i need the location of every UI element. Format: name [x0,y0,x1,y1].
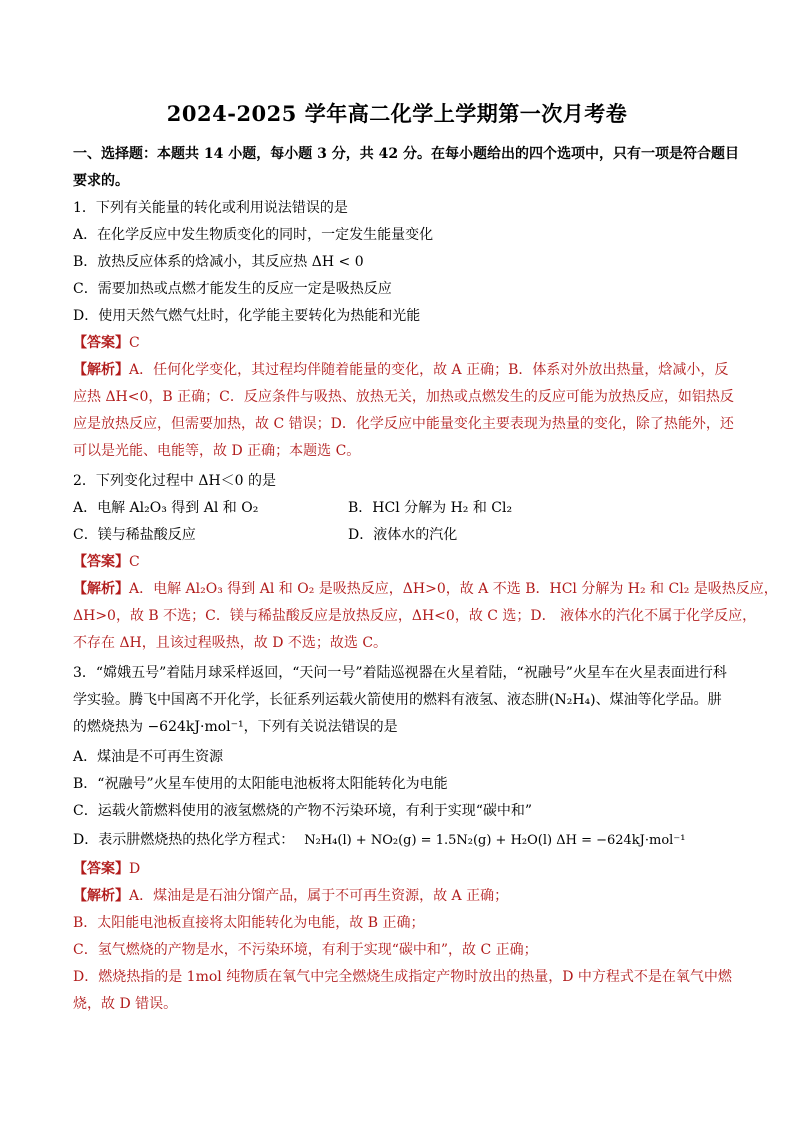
answer-tag: 【答案】 [73,335,129,351]
q3-option-b: B．“祝融号”火星车使用的太阳能电池板将太阳能转化为电能 [73,776,448,792]
q3-option-c: C．运载火箭燃料使用的液氢燃烧的产物不污染环境，有利于实现“碳中和” [73,803,533,819]
q2-stem: 2．下列变化过程中 ΔH＜0 的是 [73,473,277,489]
q2-answer [73,553,140,571]
section-header-line2: 要求的。 [73,173,129,189]
analysis-text: A．任何化学变化，其过程均伴随着能量的变化，故 A 正确；B．体系对外放出热量，焓减小，反 [129,362,729,378]
q3-stem-line3: 的燃烧热为 −624kJ·mol⁻¹，下列有关说法错误的是 [73,719,398,735]
q2-option-d: D．液体水的汽化 [348,527,458,543]
q1-option-a: A．在化学反应中发生物质变化的同时，一定发生能量变化 [73,227,434,243]
analysis-text: A．电解 Al₂O₃ 得到 Al 和 O₂ 是吸热反应，ΔH>0，故 A 不选 B．HCl 分解为 H₂ 和 Cl₂ 是吸热反应， [129,581,778,597]
q3-analysis-line1 [73,887,508,905]
q3-analysis-line3: C．氢气燃烧的产物是水，不污染环境，有利于实现“碳中和”，故 C 正确； [73,942,538,958]
q1-option-d: D．使用天然气燃气灶时，化学能主要转化为热能和光能 [73,308,421,324]
analysis-tag: 【解析】 [73,362,129,378]
answer-tag: 【答案】 [73,554,129,570]
q2-analysis-line3: 不存在 ΔH，且该过程吸热，故 D 不选；故选 C。 [73,635,388,651]
q1-analysis-line1 [73,361,728,379]
q1-option-b: B．放热反应体系的焓减小，其反应热 ΔH < 0 [73,254,364,270]
q3-answer [73,860,140,878]
page-title: 2024-2025 学年高二化学上学期第一次月考卷 [166,101,628,126]
q2-analysis-line2: ΔH>0，故 B 不选；C．镁与稀盐酸反应是放热反应，ΔH<0，故 C 选；D． 液体水的汽化不属于化学反应， [73,608,757,624]
thermochemical-equation: N₂H₄(l) + NO₂(g) = 1.5N₂(g) + H₂O(l) ΔH = −624kJ·mol⁻¹ [304,833,686,848]
q1-analysis-line2: 应热 ΔH<0，B 正确；C．反应条件与吸热、放热无关，加热或点燃发生的反应可能为放热反应，如铝热反 [73,389,734,405]
q2-option-a: A．电解 Al₂O₃ 得到 Al 和 O₂ [73,500,259,516]
q1-analysis-line4: 可以是光能、电能等，故 D 正确；本题选 C。 [73,443,361,459]
q3-option-a: A．煤油是不可再生资源 [73,749,224,765]
q3-stem-line2: 学实验。腾飞中国离不开化学，长征系列运载火箭使用的燃料有液氢、液态肼(N₂H₄)、煤油等化学品。肼 [73,692,722,708]
q3-option-d [73,831,685,850]
q2-option-b: B．HCl 分解为 H₂ 和 Cl₂ [348,500,513,516]
q3-analysis-line4: D．燃烧热指的是 1mol 纯物质在氧气中完全燃烧生成指定产物时放出的热量，D 中方程式不是在氧气中燃 [73,969,732,985]
q1-option-c: C．需要加热或点燃才能发生的反应一定是吸热反应 [73,281,392,297]
q3-analysis-line2: B．太阳能电池板直接将太阳能转化为电能，故 B 正确； [73,915,425,931]
answer-value: C [129,554,140,570]
analysis-tag: 【解析】 [73,581,129,597]
analysis-text: A．煤油是是石油分馏产品，属于不可再生资源，故 A 正确； [129,888,509,904]
q1-answer [73,334,140,352]
q2-analysis-line1 [73,580,778,598]
answer-tag: 【答案】 [73,861,129,877]
q1-stem: 1．下列有关能量的转化或利用说法错误的是 [73,200,348,216]
section-header-line1: 一、选择题：本题共 14 小题，每小题 3 分，共 42 分。在每小题给出的四个选项中，只有一项是符合题目 [73,146,739,162]
q3-option-d-label: D．表示肼燃烧热的热化学方程式： [73,832,295,848]
q3-analysis-line5: 烧，故 D 错误。 [73,996,178,1012]
q2-option-c: C．镁与稀盐酸反应 [73,527,196,543]
q3-stem-line1: 3．“嫦娥五号”着陆月球采样返回，“天问一号”着陆巡视器在火星着陆，“祝融号”火星车在火星表面进行科 [73,665,727,681]
q1-analysis-line3: 应是放热反应，但需要加热，故 C 错误；D．化学反应中能量变化主要表现为热量的变化，除了热能外，还 [73,416,734,432]
answer-value: D [129,861,141,877]
analysis-tag: 【解析】 [73,888,129,904]
answer-value: C [129,335,140,351]
